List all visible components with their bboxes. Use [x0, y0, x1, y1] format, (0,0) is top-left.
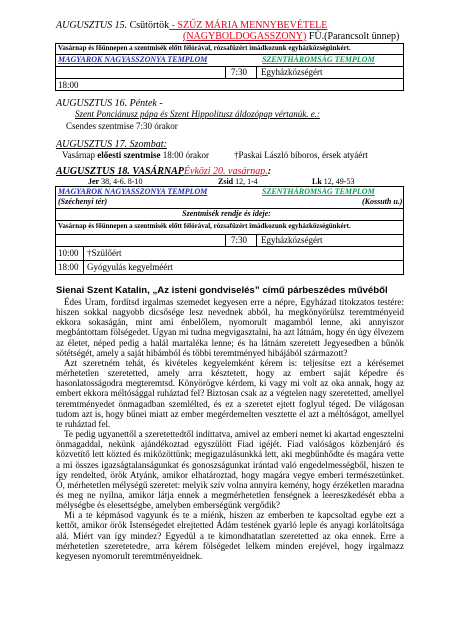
- aug18-church-right: SZENTHÁROMSÁG TEMPLOM: [262, 187, 375, 196]
- aug18-reading2: [218, 177, 258, 186]
- aug15-row2-time: 18:00: [58, 80, 79, 90]
- aug15-heading-line2: [183, 31, 399, 42]
- aug18-row2-time: 10:00: [58, 248, 79, 258]
- aug18-date: AUGUSZTUS 18. VASÁRNAP: [56, 166, 184, 177]
- article-title: Sienai Szent Katalin, „Az isteni gondviselés” című párbeszédes művéből: [56, 285, 388, 296]
- aug16-mass: Csendes szentmise 7:30 órakor: [66, 121, 178, 131]
- aug18-order-title: Szentmisék rendje és ideje:: [182, 209, 271, 218]
- aug15-row1-text: Egyházközségért: [261, 67, 323, 77]
- aug16-date: AUGUSZTUS 16. Péntek -: [56, 98, 163, 109]
- article-paragraph-1: Édes Uram, fordítsd irgalmas szemedet kegyesen erre a népre, Egyházad titokzatos testére: hiszen sokkal nagyobb dicsősége lesz nevednek abból, ha megkönyörülsz teremtményeid ekkora sokaságán, mint ami énbelőlem, nyomorult magamból lenne, aki annyiszor megbántottam fölségedet. Ugyan mi tudna megvigasztalni, ha azt látnám, hogy én úgy élvezem az életet, néped pedig a halál martaléka lenne; és ha látnám szeretett Jegyesedben a bűnök sötétségét, amely a saját hibámból és többi teremtményed hibájából származott?: [56, 297, 404, 358]
- aug18-row1-text: Egyházközségért: [261, 235, 323, 245]
- aug18-church-left: MAGYAROK NAGYASSZONYA TEMPLOM: [58, 187, 208, 196]
- aug17-date: AUGUSZTUS 17. Szombat:: [56, 139, 167, 150]
- aug17-death-intention: †Paskai László bíboros, érsek atyáért: [234, 150, 368, 160]
- aug18-ordinary: Évközi 20. vasárnap.: [183, 166, 268, 177]
- aug18-reading2-ref: 12, 1-4: [235, 177, 258, 186]
- aug18-notice: Vasárnap és főünnepen a szentmisék előtt félórával, rózsafüzért imádkozunk egyházközségünkért.: [58, 222, 351, 230]
- aug16-saints: Szent Ponciánusz pápa és Szent Hippolitusz áldozópap vértanúk. e.:: [75, 109, 320, 119]
- aug17-mass-bold: előesti szentmise: [97, 150, 161, 160]
- aug18-row3-text: Gyógyulás kegyelméért: [87, 262, 173, 272]
- article-paragraph-2: Azt szeretném tehát, és kivételes kegyelemként kérem is: teljesítse ezt a kérésemet mérhetetlen szeretetted, amely arra késztetett, hogy az embert saját képedre és hasonlatosságodra megteremtsd. Könyörögve kérdem, ki vagy mi volt az oka annak, hogy az embert ekkora méltósággal ruháztad fel? Biztosan csak az a végtelen nagy szeretetted, amellyel teremtményedet önmagadban szemlélted, és ez a szeretet ejtett foglyul téged. De világosan tudom azt is, hogy bűnei miatt az ember megérdemelten vesztette el azt a méltóságot, amellyel te ruháztad fel.: [56, 357, 404, 429]
- aug15-heading: [56, 20, 327, 31]
- article-paragraph-4: Mi a te képmásod vagyunk és te a miénk, hiszen az emberben te kapcsoltad egybe ezt a kettőt, amikor örök Istenségedet elrejtetted Ádám testének gyarló leple és anyagi korlátoltsága alá. Miért van így mindez? Egyedül a te kimondhatatlan szeretetted az oka ennek. Erre a mérhetetlen szeretetedre, arra kérem fölségedet lelkem minden erejével, hogy irgalmazz kegyesen nyomorult teremtményeidnek.: [56, 510, 404, 561]
- aug18-reading2-label: Zsid: [218, 177, 234, 186]
- aug17-mass: [62, 150, 209, 160]
- aug18-reading1-label: Jer: [88, 177, 100, 186]
- article-body: [56, 297, 404, 561]
- aug18-reading1: [88, 177, 142, 186]
- aug18-colon: :: [267, 166, 272, 177]
- aug15-feast-line1: - SZŰZ MÁRIA MENNYBEVÉTELE: [169, 20, 328, 31]
- aug18-row2-text: †Szülőért: [87, 248, 122, 258]
- aug17-mass-prefix: Vasárnap: [62, 150, 98, 160]
- aug15-church-right: SZENTHÁROMSÁG TEMPLOM: [262, 55, 375, 64]
- aug18-gospel-label: Lk: [312, 177, 322, 186]
- aug18-row1-time: 7:30: [231, 235, 248, 245]
- article-paragraph-3: Te pedig ugyanettől a szeretettedtől indíttatva, amivel az emberi nemet ki akartad engesztelni önmagaddal, nekünk ajándékoztad egyszülött Fiad igéjét. Fiad valóságos közbenjáró és közvetítő lett közted és miközöttünk; megigazulásunkká lett, aki megbűnhődte és magára vette a mi összes igazságtalanságunkat és gonoszságunkat irántad való engedelmességből, hiszen te így rendelted, örök Atyánk, amikor elhatároztad, hogy magára vegye emberi természetünket. Ó, mérhetetlen mélységű szeretet: melyik szív volna annyira kemény, hogy érzéketlen maradna és meg ne nyílna, amikor látja ennek a megmérhetetlen fenségnek a leereszkedését ebba a mélységbe és elesettségbe, amelyben emberségünk vergődik?: [56, 429, 404, 511]
- aug15-notice: Vasárnap és főünnepen a szentmisék előtt félórával, rózsafüzért imádkozunk egyházközségünkért.: [58, 44, 351, 52]
- aug18-place-right: (Kossuth u.): [362, 197, 403, 206]
- aug18-gospel-ref: 12, 49-53: [323, 177, 355, 186]
- aug18-heading: [56, 166, 271, 177]
- aug15-feast-line2: (NAGYBOLDOGASSZONY): [183, 31, 307, 42]
- aug15-date: AUGUSZTUS 15.: [56, 20, 128, 31]
- aug18-row3-time: 18:00: [58, 262, 79, 272]
- aug15-feast-suffix: FÜ.(Parancsolt ünnep): [306, 31, 400, 42]
- aug18-place-left: (Széchenyi tér): [58, 197, 108, 206]
- aug18-gospel: [312, 177, 354, 186]
- aug15-church-left: MAGYAROK NAGYASSZONYA TEMPLOM: [58, 55, 208, 64]
- aug18-reading1-ref: 38, 4-6. 8-10: [101, 177, 143, 186]
- aug17-mass-suffix: 18:00 órakor: [160, 150, 209, 160]
- aug15-row1-time: 7:30: [231, 67, 248, 77]
- aug15-day: Csütörtök: [127, 20, 170, 31]
